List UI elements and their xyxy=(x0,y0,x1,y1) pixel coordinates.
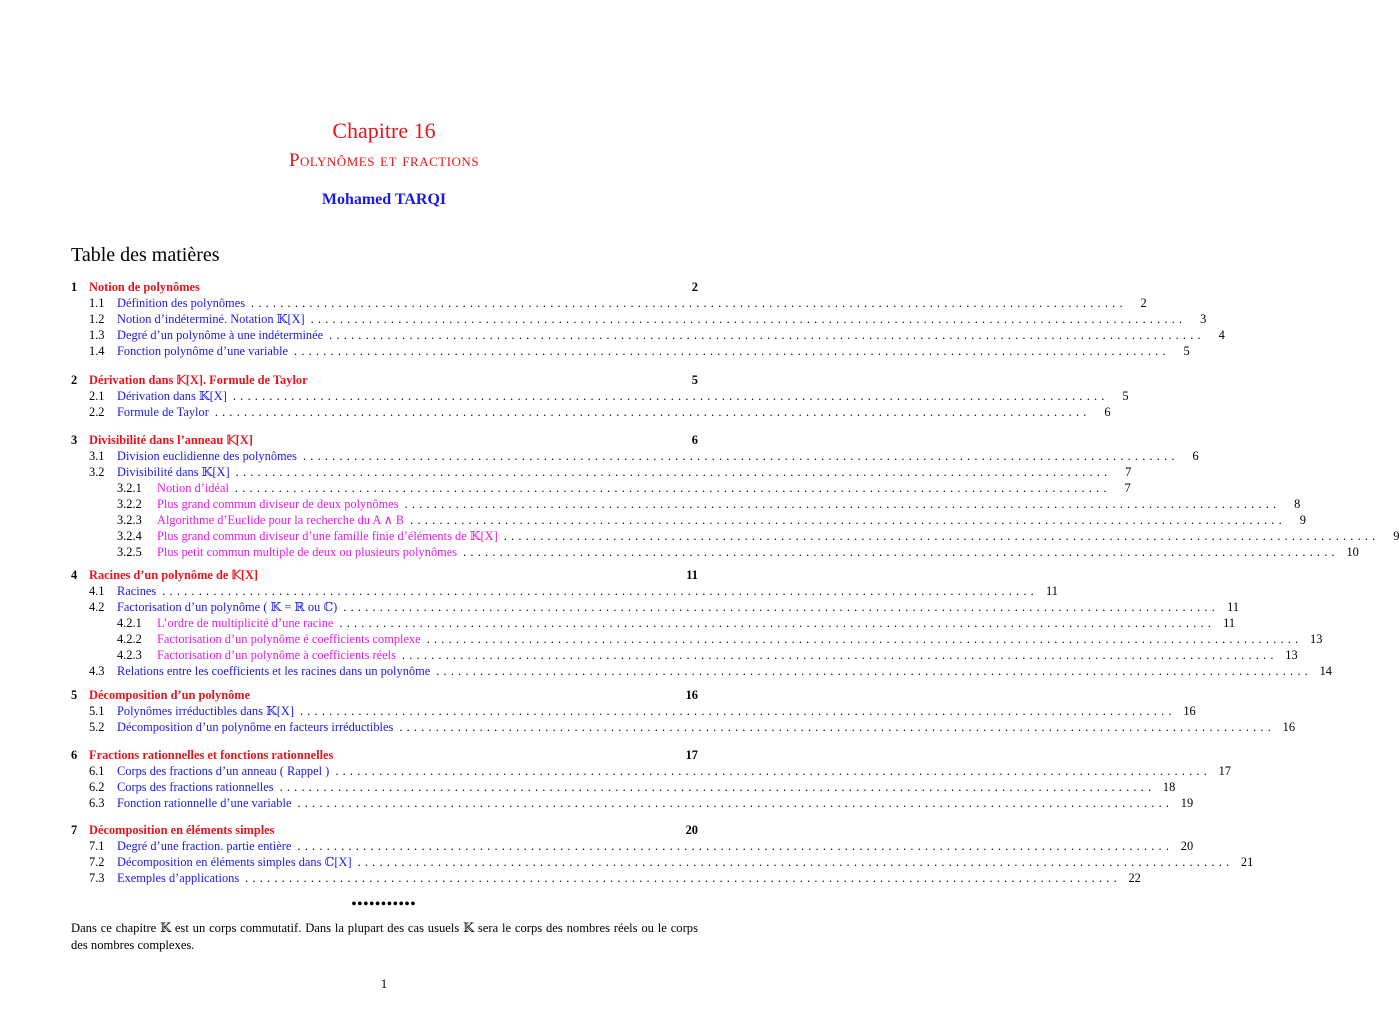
toc-page: 5 xyxy=(1183,344,1190,358)
toc-title[interactable]: Dérivation dans 𝕂[X] xyxy=(117,389,227,403)
toc-leader: ........................................................................................................................ xyxy=(426,632,1303,646)
toc-page: 14 xyxy=(1319,664,1332,678)
toc-number: 4.3 xyxy=(89,664,105,678)
toc-leader xyxy=(256,687,678,703)
toc-leader: ........................................................................................................................ xyxy=(232,389,1109,403)
toc-page: 19 xyxy=(1180,796,1194,810)
toc-title[interactable]: Exemples d’applications xyxy=(117,871,240,885)
toc-number: 1.3 xyxy=(89,328,105,342)
toc-leader: ........................................................................................................................ xyxy=(410,513,1286,527)
toc-entry[interactable] xyxy=(71,512,1306,528)
toc-title[interactable]: Notion de polynômes xyxy=(89,280,200,294)
toc-number: 4.2.1 xyxy=(117,616,142,630)
toc-leader: ........................................................................................................................ xyxy=(214,405,1091,419)
toc-page: 2 xyxy=(691,280,698,294)
toc-page: 13 xyxy=(1285,648,1298,662)
toc-title[interactable]: Plus grand commun diviseur d’une famille finie d’éléments de 𝕂[X] xyxy=(157,529,498,543)
toc-title[interactable]: Notion d’indéterminé. Notation 𝕂[X] xyxy=(117,312,305,326)
toc-number: 4.1 xyxy=(89,584,105,598)
toc-entry[interactable] xyxy=(71,870,1141,886)
toc-title[interactable]: Factorisation d’un polynôme à coefficients réels xyxy=(157,648,396,662)
toc-title[interactable]: Fractions rationnelles et fonctions rationnelles xyxy=(89,748,334,762)
toc-number: 4.2 xyxy=(89,600,105,614)
toc-number: 1.4 xyxy=(89,344,105,358)
toc-entry[interactable] xyxy=(71,583,1058,599)
toc-leader: ........................................................................................................................ xyxy=(310,312,1187,326)
toc-title[interactable]: Décomposition en éléments simples dans ℂ[X] xyxy=(117,855,352,869)
toc-number: 6.2 xyxy=(89,780,105,794)
toc-leader: ........................................................................................................................ xyxy=(234,481,1111,495)
toc-entry[interactable] xyxy=(71,615,1236,631)
toc-page: 5 xyxy=(691,373,698,387)
toc-number: 3.2.5 xyxy=(117,545,142,559)
toc-page: 4 xyxy=(1218,328,1225,342)
toc-page: 17 xyxy=(1218,764,1232,778)
toc-title[interactable]: Formule de Taylor xyxy=(117,405,209,419)
toc-title[interactable]: Racines xyxy=(117,584,157,598)
toc-entry[interactable] xyxy=(71,747,698,763)
toc-number: 3.2.3 xyxy=(117,513,142,527)
toc-number: 4.2.3 xyxy=(117,648,142,662)
toc-heading: Table des matières xyxy=(71,244,220,266)
toc-leader: ........................................................................................................................ xyxy=(335,764,1212,778)
toc-entry[interactable] xyxy=(71,372,698,388)
toc-page: 6 xyxy=(1104,405,1111,419)
toc-number: 7.2 xyxy=(89,855,105,869)
toc-page: 13 xyxy=(1310,632,1323,646)
toc-title[interactable]: Fonction rationnelle d’une variable xyxy=(117,796,292,810)
toc-leader: ........................................................................................................................ xyxy=(399,720,1276,734)
toc-title[interactable]: Divisibilité dans 𝕂[X] xyxy=(117,465,230,479)
toc-leader: ........................................................................................................................ xyxy=(162,584,1038,598)
toc-number: 5.1 xyxy=(89,704,105,718)
toc-page: 9 xyxy=(1393,529,1399,543)
toc-entry[interactable] xyxy=(71,480,1131,496)
toc-number: 7.1 xyxy=(89,839,105,853)
toc-title[interactable]: Décomposition en éléments simples xyxy=(89,823,275,837)
toc-page: 20 xyxy=(1180,839,1194,853)
toc-entry[interactable] xyxy=(71,464,1132,480)
toc-entry[interactable] xyxy=(71,663,1332,679)
author-name: Mohamed TARQI xyxy=(321,191,447,208)
toc-title[interactable]: Factorisation d’un polynôme é coefficients complexe xyxy=(157,632,421,646)
toc-page: 7 xyxy=(1125,465,1132,479)
toc-number: 4 xyxy=(71,568,78,582)
toc-page: 2 xyxy=(1140,296,1147,310)
toc-page: 11 xyxy=(1227,600,1240,614)
toc-number: 7.3 xyxy=(89,871,105,885)
toc-title[interactable]: Dérivation dans 𝕂[X]. Formule de Taylor xyxy=(89,373,308,387)
toc-page: 11 xyxy=(686,568,698,582)
toc-title[interactable]: Plus petit commun multiple de deux ou plusieurs polynômes xyxy=(157,545,458,559)
toc-entry[interactable] xyxy=(71,404,1111,420)
toc-entry[interactable] xyxy=(71,854,1254,870)
toc-entry[interactable] xyxy=(71,279,698,295)
toc-title[interactable]: Fonction polynôme d’une variable xyxy=(117,344,289,358)
toc-title[interactable]: Décomposition d’un polynôme xyxy=(89,688,251,702)
toc-entry[interactable] xyxy=(71,687,698,703)
toc-title[interactable]: Degré d’une fraction. partie entière xyxy=(117,839,292,853)
toc-title[interactable]: Racines d’un polynôme de 𝕂[X] xyxy=(89,568,259,582)
toc-page: 7 xyxy=(1124,481,1131,495)
toc-number: 3.2.4 xyxy=(117,529,142,543)
toc-title[interactable]: Algorithme d’Euclide pour la recherche du A ∧ B xyxy=(157,513,405,527)
toc-title[interactable]: Relations entre les coefficients et les racines dans un polynôme xyxy=(117,664,431,678)
chapter-title: Polynômes et fractions xyxy=(288,150,480,171)
toc-leader: ........................................................................................................................ xyxy=(436,664,1312,678)
toc-leader xyxy=(339,747,678,763)
toc-page: 20 xyxy=(685,823,698,837)
toc-entry[interactable] xyxy=(71,703,1196,719)
toc-entry[interactable] xyxy=(71,795,1194,811)
chapter-label: Chapitre 16 xyxy=(332,118,436,143)
toc-entry[interactable] xyxy=(71,719,1296,735)
toc-leader xyxy=(259,432,678,448)
toc-entry[interactable] xyxy=(71,311,1207,327)
toc-number: 1.1 xyxy=(89,296,105,310)
toc-leader: ........................................................................................................................ xyxy=(339,616,1216,630)
toc-leader: ........................................................................................................................ xyxy=(503,529,1380,543)
toc-number: 3.2.2 xyxy=(117,497,142,511)
toc-page: 16 xyxy=(1282,720,1296,734)
toc-number: 3.2 xyxy=(89,465,105,479)
toc-leader: ........................................................................................................................ xyxy=(401,648,1278,662)
toc-number: 6 xyxy=(71,748,78,762)
toc-entry[interactable] xyxy=(71,822,698,838)
toc-leader: ........................................................................................................................ xyxy=(404,497,1281,511)
toc-page: 18 xyxy=(1162,780,1176,794)
toc-title[interactable]: L’ordre de multiplicité d’une racine xyxy=(157,616,334,630)
toc-page: 16 xyxy=(1183,704,1196,718)
toc-entry[interactable] xyxy=(71,432,698,448)
toc-leader: ........................................................................................................................ xyxy=(329,328,1205,342)
toc-page: 11 xyxy=(1223,616,1236,630)
toc-page: 21 xyxy=(1240,855,1254,869)
toc-leader: ........................................................................................................................ xyxy=(343,600,1220,614)
toc-entry[interactable] xyxy=(71,599,1240,615)
toc-number: 3.1 xyxy=(89,449,105,463)
toc-page: 9 xyxy=(1299,513,1306,527)
toc-entry[interactable] xyxy=(71,388,1129,404)
toc-number: 5.2 xyxy=(89,720,105,734)
toc-entry[interactable] xyxy=(71,567,698,583)
page-number: 1 xyxy=(380,976,388,991)
toc-leader: ........................................................................................................................ xyxy=(299,704,1176,718)
toc-number: 5 xyxy=(71,688,78,702)
toc-leader: ........................................................................................................................ xyxy=(279,780,1156,794)
toc-title[interactable]: Factorisation d’un polynôme ( 𝕂 = ℝ ou ℂ) xyxy=(117,600,338,614)
toc-leader: ........................................................................................................................ xyxy=(302,449,1179,463)
toc-number: 1 xyxy=(71,280,78,294)
toc-entry[interactable] xyxy=(71,779,1176,795)
toc-leader: ........................................................................................................................ xyxy=(297,796,1174,810)
toc-page: 16 xyxy=(685,688,698,702)
toc-entry[interactable] xyxy=(71,343,1190,359)
toc-page: 6 xyxy=(691,433,698,447)
toc-title[interactable]: Notion d’idéal xyxy=(157,481,229,495)
toc-leader: ........................................................................................................................ xyxy=(357,855,1234,869)
toc-page: 22 xyxy=(1128,871,1141,885)
toc-entry[interactable] xyxy=(71,838,1194,854)
separator: ••••••••••• xyxy=(351,897,417,912)
toc-leader: ........................................................................................................................ xyxy=(294,344,1170,358)
toc-title[interactable]: Définition des polynômes xyxy=(117,296,246,310)
toc-leader: ........................................................................................................................ xyxy=(245,871,1121,885)
toc-title[interactable]: Corps des fractions d’un anneau ( Rappel ) xyxy=(117,764,330,778)
toc-title[interactable]: Corps des fractions rationnelles xyxy=(117,780,274,794)
toc-page: 6 xyxy=(1192,449,1199,463)
toc-page: 11 xyxy=(1046,584,1058,598)
toc-title[interactable]: Divisibilité dans l’anneau 𝕂[X] xyxy=(89,433,253,447)
toc-number: 2.2 xyxy=(89,405,105,419)
toc-entry[interactable] xyxy=(71,763,1232,779)
toc-entry[interactable] xyxy=(71,544,1359,560)
toc-entry[interactable] xyxy=(71,631,1323,647)
toc-leader: ........................................................................................................................ xyxy=(463,545,1339,559)
toc-number: 2.1 xyxy=(89,389,105,403)
toc-number: 3 xyxy=(71,433,78,447)
toc-title[interactable]: Polynômes irréductibles dans 𝕂[X] xyxy=(117,704,294,718)
toc-number: 7 xyxy=(71,823,78,837)
toc-entry[interactable] xyxy=(71,295,1147,311)
toc-number: 4.2.2 xyxy=(117,632,142,646)
toc-leader xyxy=(206,279,678,295)
intro-paragraph: Dans ce chapitre 𝕂 est un corps commutatif. Dans la plupart des cas usuels 𝕂 sera le corps des nombres réels ou le corps des nombres complexes. xyxy=(71,921,698,952)
toc-title[interactable]: Degré d’un polynôme à une indéterminée xyxy=(117,328,324,342)
toc-entry[interactable] xyxy=(71,327,1225,343)
toc-entry[interactable] xyxy=(71,448,1199,464)
toc-number: 2 xyxy=(71,373,78,387)
toc-number: 3.2.1 xyxy=(117,481,142,495)
toc-page: 3 xyxy=(1200,312,1207,326)
toc-page: 5 xyxy=(1122,389,1129,403)
toc-leader xyxy=(281,822,679,838)
toc-page: 8 xyxy=(1294,497,1301,511)
toc-number: 6.3 xyxy=(89,796,105,810)
toc-entry[interactable] xyxy=(71,528,1399,544)
toc-number: 6.1 xyxy=(89,764,105,778)
toc-page: 10 xyxy=(1346,545,1359,559)
toc-title[interactable]: Division euclidienne des polynômes xyxy=(117,449,297,463)
toc-leader: ........................................................................................................................ xyxy=(297,839,1174,853)
toc-leader xyxy=(314,372,678,388)
toc-leader: ........................................................................................................................ xyxy=(251,296,1127,310)
toc-leader: ........................................................................................................................ xyxy=(235,465,1112,479)
toc-title[interactable]: Décomposition d’un polynôme en facteurs irréductibles xyxy=(117,720,394,734)
toc-entry[interactable] xyxy=(71,647,1298,663)
toc-entry[interactable] xyxy=(71,496,1301,512)
toc-page: 17 xyxy=(685,748,698,762)
toc-leader xyxy=(264,567,678,583)
toc-number: 1.2 xyxy=(89,312,105,326)
toc-title[interactable]: Plus grand commun diviseur de deux polynômes xyxy=(157,497,399,511)
